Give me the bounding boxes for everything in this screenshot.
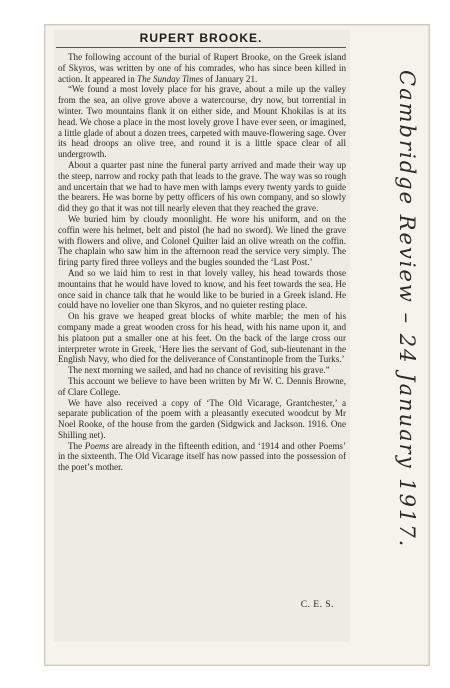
paragraph: And so we laid him to rest in that lovely valley, his head towards those mountains that he would have loved to know, and his feet towards the sea. He once said in chance talk that he would like to be buried in a Greek island. He could have no lovelier one than Skyros, and no quieter resting place. [58,267,346,311]
paragraph: “We found a most lovely place for his grave, about a mile up the valley from the sea, an olive grove above a watercourse, dry now, but torrential in winter. Two mountains flank it on either side, and Mount Khokilas is at its head. We chose a place in the most lovely grove I have ever seen, or imagined, a little glade of about a dozen trees, carpeted with mauve-flowering sage. Over its head droops an olive tree, and round it is a little space clear of all undergrowth. [58,84,346,160]
paragraph: About a quarter past nine the funeral party arrived and made their way up the steep, narrow and rocky path that leads to the grave. The way was so rough and uncertain that we had to have men with lamps every twenty yards to guide the bearers. He was borne by petty officers of his own company, and so slowly did they go that it was not till nearly eleven that they reached the grave. [58,159,346,214]
paragraph: The next morning we sailed, and had no chance of revisiting his grave.” [68,365,330,376]
paragraph: This account we believe to have been written by Mr W. C. Dennis Browne, of Clare College. [58,375,346,397]
headline-rule [56,47,346,48]
handwritten-annotation: Cambridge Review – 24 January 1917. [395,70,419,549]
intro-paragraph: The following account of the burial of Rupert Brooke, on the Greek island of Skyros, was written by one of his comrades, who has since been killed in action. It appeared in The Sunday Times of January 21. [58,52,346,84]
paragraph: We buried him by cloudy moonlight. He wore his uniform, and on the coffin were his helmet, belt and pistol (he had no sword). We lined the grave with flowers and olive, and Colonel Quilter laid an olive wreath on the coffin. The chaplain who saw him in the afternoon read the service very simply. The firing party fired three volleys and the bugles sounded the ‘Last Post.’ [58,213,346,268]
paragraph: On his grave we heaped great blocks of white marble; the men of his company made a great wooden cross for his head, with his name upon it, and his platoon put a smaller one at his feet. On the back of the large cross our interpreter wrote in Greek, ‘Here lies the servant of God, sub-lieutenant in the English Navy, who died for the deliverance of Constantinople from the Turks.’ [58,311,346,365]
final-paragraph: The Poems are already in the fifteenth edition, and ‘1914 and other Poems’ in the sixteenth. The Old Vicarage itself has now passed into the possession of the poet’s mother. [58,440,346,473]
paragraph: We have also received a copy of ‘The Old Vicarage, Grantchester,’ a separate publication of the poem with a pleasantly executed woodcut by Mr Noel Rooke, of the house from the garden (Sidgwick and Jackson. 1916. One Shilling net). [58,397,346,440]
newspaper-name: The Sunday Times [137,73,204,84]
poems-title: Poems [84,440,110,451]
article-body [58,52,346,473]
headline: RUPERT BROOKE. [139,31,263,45]
signature: C. E. S. [300,600,334,610]
